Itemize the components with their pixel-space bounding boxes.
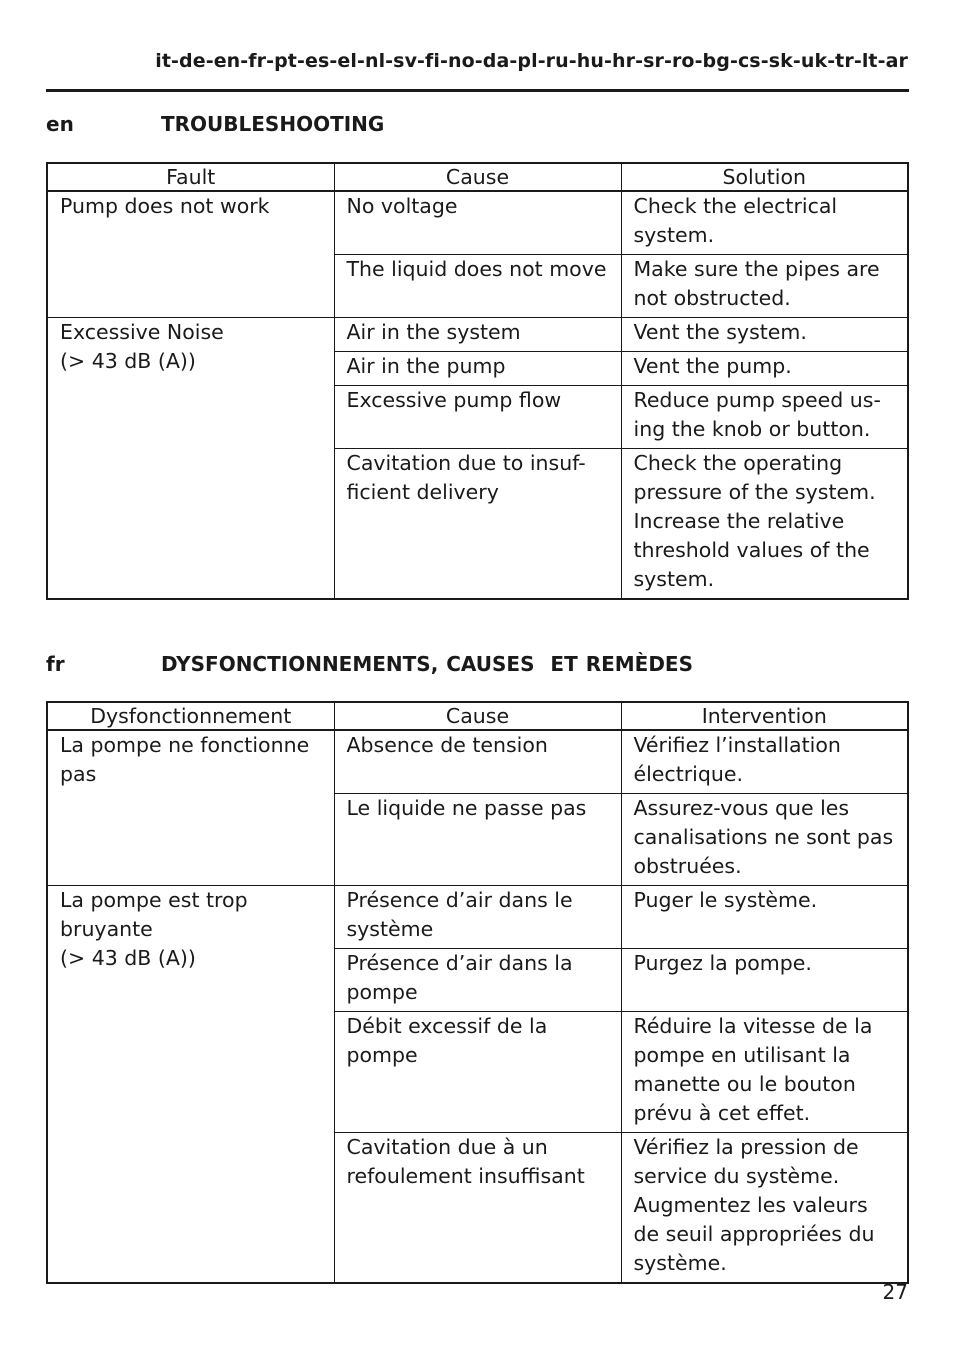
table-row — [47, 191, 908, 255]
cause-cell: Cavitation due to insuf- ficient delivery — [334, 449, 621, 600]
troubleshooting-table-fr — [46, 701, 909, 1284]
table-header-row — [47, 163, 908, 191]
column-header-cause: Cause — [334, 702, 621, 730]
solution-cell: Assurez-vous que les canalisations ne sont pas obstruées. — [621, 794, 908, 886]
solution-cell: Check the electrical system. — [621, 191, 908, 255]
cause-cell: Excessive pump flow — [334, 386, 621, 449]
solution-cell: Vent the system. — [621, 318, 908, 352]
header-rule — [46, 89, 909, 92]
language-codes: it-de-en-fr-pt-es-el-nl-sv-fi-no-da-pl-ru-hu-hr-sr-ro-bg-cs-sk-uk-tr-lt-ar — [155, 50, 908, 72]
cause-cell: Le liquide ne passe pas — [334, 794, 621, 886]
solution-cell: Vérifiez l’installation électrique. — [621, 730, 908, 794]
fault-cell: Excessive Noise (> 43 dB (A)) — [47, 318, 334, 600]
column-header-fault: Fault — [47, 163, 334, 191]
solution-cell: Vérifiez la pression de service du système. Augmentez les valeurs de seuil appropriées du système. — [621, 1133, 908, 1284]
section-title: DYSFONCTIONNEMENTS, CAUSES ET REMÈDES — [161, 652, 693, 676]
cause-cell: Absence de tension — [334, 730, 621, 794]
solution-cell: Make sure the pipes are not obstructed. — [621, 255, 908, 318]
table-row — [47, 730, 908, 794]
cause-cell: No voltage — [334, 191, 621, 255]
section-heading-en — [46, 112, 384, 136]
column-header-cause: Cause — [334, 163, 621, 191]
section-heading-fr — [46, 652, 693, 676]
solution-cell: Check the operating pressure of the system. Increase the relative threshold values of the system. — [621, 449, 908, 600]
fault-cell: Pump does not work — [47, 191, 334, 318]
section-language-code: en — [46, 112, 74, 136]
cause-cell: Air in the pump — [334, 352, 621, 386]
cause-cell: Air in the system — [334, 318, 621, 352]
section-language-code: fr — [46, 652, 65, 676]
fault-cell: La pompe est trop bruyante (> 43 dB (A)) — [47, 886, 334, 1284]
page-number: 27 — [882, 1280, 908, 1304]
solution-cell: Purgez la pompe. — [621, 949, 908, 1012]
column-header-solution: Intervention — [621, 702, 908, 730]
solution-cell: Reduce pump speed us- ing the knob or button. — [621, 386, 908, 449]
troubleshooting-table-en — [46, 162, 909, 600]
solution-cell: Puger le système. — [621, 886, 908, 949]
table-header-row — [47, 702, 908, 730]
solution-cell: Réduire la vitesse de la pompe en utilisant la manette ou le bouton prévu à cet effet. — [621, 1012, 908, 1133]
column-header-fault: Dysfonctionnement — [47, 702, 334, 730]
section-title: TROUBLESHOOTING — [161, 112, 385, 136]
cause-cell: The liquid does not move — [334, 255, 621, 318]
table-row — [47, 318, 908, 352]
fault-cell: La pompe ne fonctionne pas — [47, 730, 334, 886]
cause-cell: Présence d’air dans la pompe — [334, 949, 621, 1012]
table-row — [47, 886, 908, 949]
solution-cell: Vent the pump. — [621, 352, 908, 386]
cause-cell: Présence d’air dans le système — [334, 886, 621, 949]
column-header-solution: Solution — [621, 163, 908, 191]
cause-cell: Cavitation due à un refoulement insuffisant — [334, 1133, 621, 1284]
cause-cell: Débit excessif de la pompe — [334, 1012, 621, 1133]
